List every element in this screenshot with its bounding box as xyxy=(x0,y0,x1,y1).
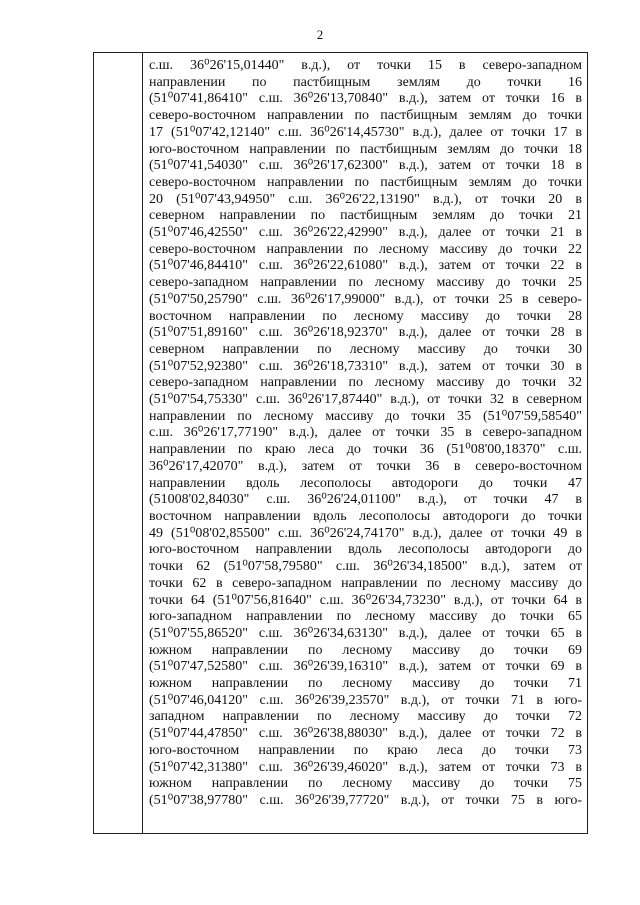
text-line: юго-западном направлении по лесному массиву до точки 65 xyxy=(149,609,582,625)
text-line: северо-восточном направлении по пастбищным землям до точки xyxy=(149,174,582,190)
text-line: северо-восточном направлении по лесному массиву до точки 22 xyxy=(149,241,582,257)
text-line: (51⁰07'50,25790" с.ш. 36⁰26'17,99000" в.д.), от точки 25 в северо- xyxy=(149,291,582,307)
text-line: направлении по краю леса до точки 36 (51⁰08'00,18370" с.ш. xyxy=(149,442,582,458)
document-table xyxy=(93,52,588,834)
text-line: (51⁰07'46,04120" с.ш. 36⁰26'39,23570" в.д.), от точки 71 в юго- xyxy=(149,692,582,708)
text-line: (51⁰07'38,97780" с.ш. 36⁰26'39,77720" в.д.), от точки 75 в юго- xyxy=(149,792,582,808)
text-line: восточном направлении вдоль лесополосы автодороги до точки xyxy=(149,508,582,524)
text-line: 49 (51⁰08'02,85500" с.ш. 36⁰26'24,74170" в.д.), далее от точки 49 в xyxy=(149,525,582,541)
text-line: (51⁰07'44,47850" с.ш. 36⁰26'38,88030" в.д.), далее от точки 72 в xyxy=(149,726,582,742)
text-line: точки 62 в северо-западном направлении по лесному массиву до xyxy=(149,575,582,591)
text-line: северо-западном направлении по лесному массиву до точки 32 xyxy=(149,375,582,391)
text-line: (51008'02,84030" с.ш. 36⁰26'24,01100" в.д.), от точки 47 в xyxy=(149,492,582,508)
text-line: северном направлении по пастбищным землям до точки 21 xyxy=(149,208,582,224)
text-line: (51⁰07'46,42550" с.ш. 36⁰26'22,42990" в.д.), далее от точки 21 в xyxy=(149,225,582,241)
text-line: юго-восточном направлении вдоль лесополосы автодороги до xyxy=(149,542,582,558)
text-line: (51⁰07'41,86410" с.ш. 36⁰26'13,70840" в.д.), затем от точки 16 в xyxy=(149,91,582,107)
text-line: точки 62 (51⁰07'58,79580" с.ш. 36⁰26'34,18500" в.д.), затем от xyxy=(149,559,582,575)
text-line: (51⁰07'46,84410" с.ш. 36⁰26'22,61080" в.д.), затем от точки 22 в xyxy=(149,258,582,274)
text-line: южном направлении по лесному массиву до точки 71 xyxy=(149,676,582,692)
text-line: 36⁰26'17,42070" в.д.), затем от точки 36 в северо-восточном xyxy=(149,458,582,474)
column-divider xyxy=(142,53,143,833)
text-line: с.ш. 36⁰26'15,01440" в.д.), от точки 15 в северо-западном xyxy=(149,58,582,73)
text-line: юго-восточном направлении по пастбищным землям до точки 18 xyxy=(149,141,582,157)
text-line: (51⁰07'42,31380" с.ш. 36⁰26'39,46020" в.д.), затем от точки 73 в xyxy=(149,759,582,775)
text-line: (51⁰07'54,75330" с.ш. 36⁰26'17,87440" в.д.), от точки 32 в северном xyxy=(149,392,582,408)
text-line: (51⁰07'51,89160" с.ш. 36⁰26'18,92370" в.д.), далее от точки 28 в xyxy=(149,325,582,341)
text-line: направлении по пастбищным землям до точки 16 xyxy=(149,74,582,90)
text-line: восточном направлении по лесному массиву до точки 28 xyxy=(149,308,582,324)
text-line: направлении вдоль лесополосы автодороги до точки 47 xyxy=(149,475,582,491)
text-line: (51⁰07'52,92380" с.ш. 36⁰26'18,73310" в.д.), затем от точки 30 в xyxy=(149,358,582,374)
boundary-description-text xyxy=(149,58,582,810)
text-line: юго-восточном направлении по краю леса до точки 73 xyxy=(149,742,582,758)
text-line: 17 (51⁰07'42,12140" с.ш. 36⁰26'14,45730" в.д.), далее от точки 17 в xyxy=(149,124,582,140)
text-line: южном направлении по лесному массиву до точки 75 xyxy=(149,776,582,792)
text-line: северо-западном направлении по лесному массиву до точки 25 xyxy=(149,275,582,291)
text-line: северо-восточном направлении по пастбищным землям до точки xyxy=(149,108,582,124)
text-line: с.ш. 36⁰26'17,77190" в.д.), далее от точки 35 в северо-западном xyxy=(149,425,582,441)
text-line: направлении по лесному массиву до точки 35 (51⁰07'59,58540" xyxy=(149,408,582,424)
text-line: (51⁰07'41,54030" с.ш. 36⁰26'17,62300" в.д.), затем от точки 18 в xyxy=(149,158,582,174)
text-line: северном направлении по лесному массиву до точки 30 xyxy=(149,341,582,357)
text-line: 20 (51⁰07'43,94950" с.ш. 36⁰26'22,13190" в.д.), от точки 20 в xyxy=(149,191,582,207)
text-line: южном направлении по лесному массиву до точки 69 xyxy=(149,642,582,658)
text-line: точки 64 (51⁰07'56,81640" с.ш. 36⁰26'34,73230" в.д.), от точки 64 в xyxy=(149,592,582,608)
text-line: западном направлении по лесному массиву до точки 72 xyxy=(149,709,582,725)
page-number: 2 xyxy=(316,27,324,42)
text-line: (51⁰07'47,52580" с.ш. 36⁰26'39,16310" в.д.), затем от точки 69 в xyxy=(149,659,582,675)
text-line: (51⁰07'55,86520" с.ш. 36⁰26'34,63130" в.д.), далее от точки 65 в xyxy=(149,625,582,641)
